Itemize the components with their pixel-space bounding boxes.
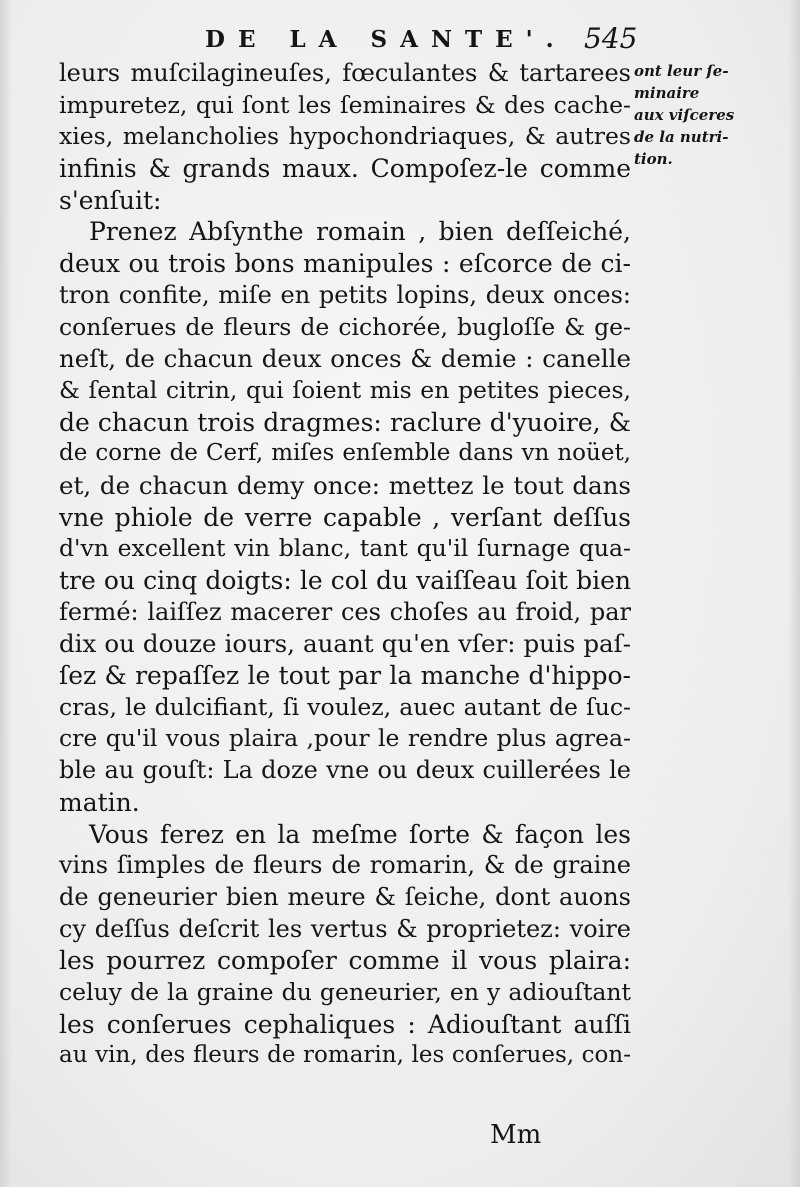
text-line: de chacun trois dragmes: raclure d'yuoire, & xyxy=(59,407,631,437)
text-line: conſerues de fleurs de cichorée, bugloſſe & ge- xyxy=(59,312,631,341)
text-line: impuretez, qui ſont les ſeminaires & des cache- xyxy=(59,90,631,119)
text-line: cre qu'il vous plaira ,pour le rendre plus agrea- xyxy=(59,724,631,753)
text-line: vins ſimples de fleurs de romarin, & de graine xyxy=(59,851,631,880)
text-line: leurs muſcilagineuſes, fœculantes & tartarees xyxy=(59,59,631,87)
text-line: de geneurier bien meure & ſeiche, dont auons xyxy=(59,882,631,911)
text-line: fermé: laiſſez macerer ces choſes au froid, par xyxy=(59,597,631,626)
text-line: deux ou trois bons manipules : eſcorce de ci- xyxy=(59,249,631,279)
page-number: 545 xyxy=(584,22,638,55)
catchword: Mm xyxy=(490,1120,542,1150)
margin-note-line: aux viſceres xyxy=(634,106,735,124)
margin-note-line: ont leur ſe- xyxy=(634,62,729,80)
text-line: Prenez Abſynthe romain , bien deſſeiché, xyxy=(89,217,631,247)
text-line: tron confite, miſe en petits lopins, deux onces: xyxy=(59,280,631,309)
text-line: les pourrez compoſer comme il vous plaira: xyxy=(59,946,631,976)
margin-note-line: minaire xyxy=(634,84,700,102)
text-line: celuy de la graine du geneurier, en y adiouſtant xyxy=(59,977,631,1006)
running-head: DE LA SANTE'. xyxy=(205,26,567,53)
text-line: cras, le dulcifiant, ſi voulez, auec autant de ſuc- xyxy=(59,692,631,721)
text-line: de corne de Cerf, miſes enſemble dans vn noüet, xyxy=(59,440,631,467)
text-line: vne phiole de verre capable , verſant deſſus xyxy=(59,502,631,532)
page-edge-shadow-right xyxy=(788,0,800,1187)
page-header xyxy=(0,22,800,60)
text-line: ſez & repaſſez le tout par la manche d'hippo- xyxy=(59,661,631,691)
text-line: Vous ferez en la meſme ſorte & façon les xyxy=(89,819,631,849)
text-line: dix ou douze iours, auant qu'en vſer: puis paſ- xyxy=(59,629,631,659)
text-line: neſt, de chacun deux onces & demie : canelle xyxy=(59,344,631,374)
text-line: au vin, des fleurs de romarin, les conſerues, con- xyxy=(59,1042,631,1069)
text-line: s'enſuit: xyxy=(59,185,162,215)
page-edge-shadow-left xyxy=(0,0,12,1187)
margin-note-line: tion. xyxy=(634,150,673,168)
text-line: les conſerues cephaliques : Adiouſtant auſſi xyxy=(59,1009,631,1039)
margin-note-line: de la nutri- xyxy=(634,128,729,146)
text-line: ble au gouſt: La doze vne ou deux cuillerées le xyxy=(59,756,631,785)
text-line: d'vn excellent vin blanc, tant qu'il ſurnage qua- xyxy=(59,534,631,563)
text-line: infinis & grands maux. Compoſez-le comme xyxy=(59,154,631,184)
text-line: & ſental citrin, qui ſoient mis en petites pieces, xyxy=(59,375,631,404)
text-line: matin. xyxy=(59,787,140,817)
text-line: et, de chacun demy once: mettez le tout dans xyxy=(59,470,631,500)
body-text xyxy=(59,58,631,1072)
text-line: xies, melancholies hypochondriaques, & autres xyxy=(59,122,631,151)
text-line: cy deſſus deſcrit les vertus & proprietez: voire xyxy=(59,914,631,943)
margin-note xyxy=(634,60,794,170)
text-line: tre ou cinq doigts: le col du vaiſſeau ſoit bien xyxy=(59,566,631,595)
